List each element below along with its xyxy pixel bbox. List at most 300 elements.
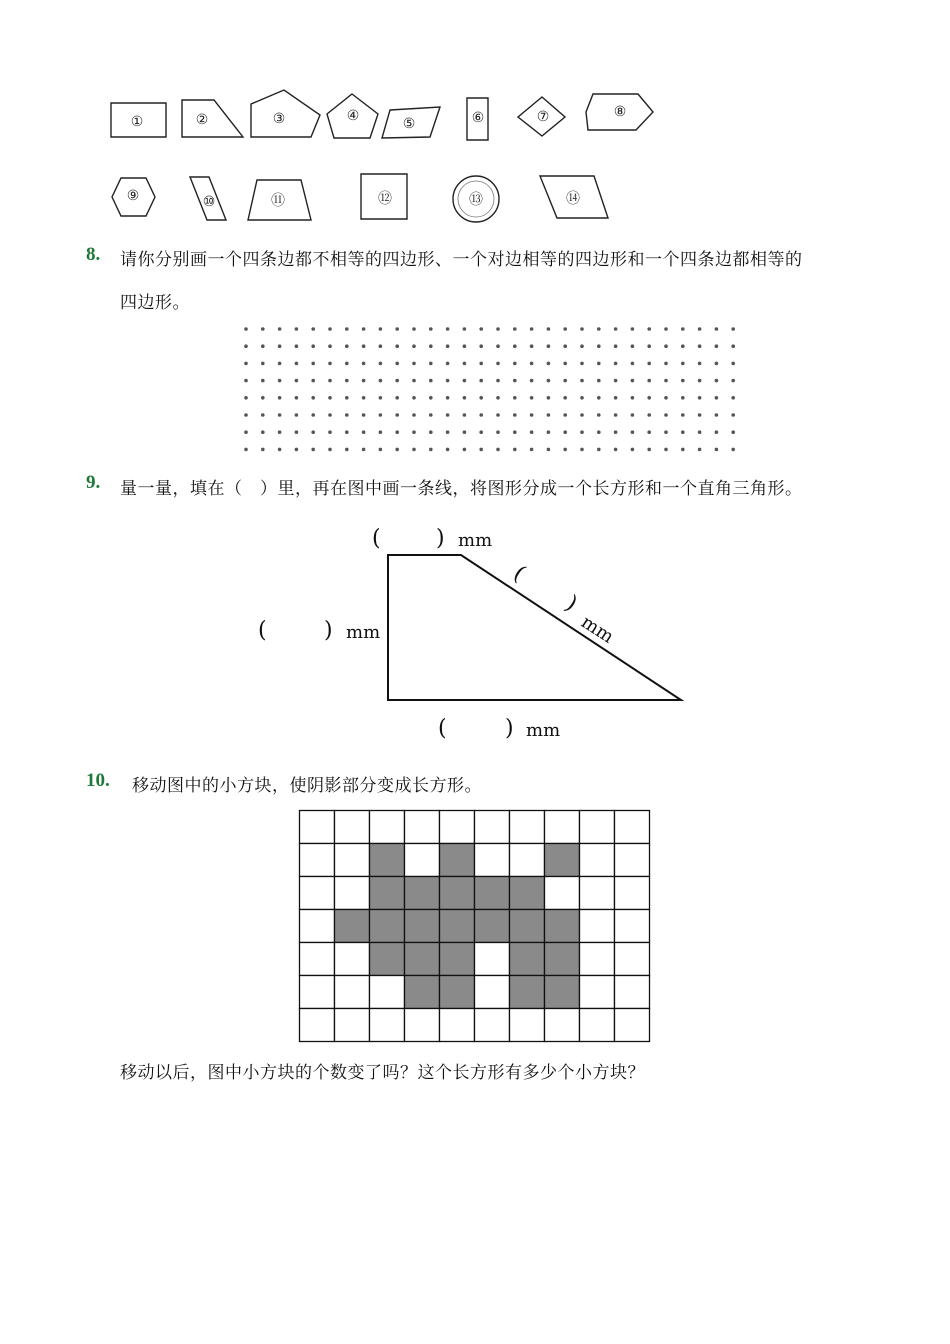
- shaded-cell[interactable]: [405, 943, 440, 976]
- grid-dot: [731, 396, 735, 400]
- left-paren-open[interactable]: (: [258, 618, 267, 643]
- grid-dot: [731, 327, 735, 331]
- grid-dot: [547, 362, 551, 366]
- grid-cell[interactable]: [440, 1009, 475, 1042]
- grid-dot: [295, 396, 299, 400]
- grid-dot: [580, 344, 584, 348]
- grid-cell[interactable]: [615, 976, 650, 1009]
- grid-dot: [698, 362, 702, 366]
- bottom-paren-close[interactable]: ): [505, 716, 514, 741]
- grid-cell[interactable]: [510, 811, 545, 844]
- grid-dot: [496, 430, 500, 434]
- grid-cell[interactable]: [335, 844, 370, 877]
- shaded-cell[interactable]: [405, 877, 440, 910]
- grid-cell[interactable]: [510, 844, 545, 877]
- shaded-cell[interactable]: [475, 877, 510, 910]
- grid-dot: [496, 413, 500, 417]
- grid-dot: [731, 430, 735, 434]
- shape-2: [182, 100, 243, 137]
- shape-label: ④: [346, 108, 360, 124]
- grid-dot: [463, 344, 467, 348]
- grid-dot: [463, 448, 467, 452]
- shaded-cell[interactable]: [370, 877, 405, 910]
- shape-label: ⑦: [536, 109, 550, 125]
- grid-dot: [547, 430, 551, 434]
- grid-dot: [311, 362, 315, 366]
- grid-dot: [244, 430, 248, 434]
- grid-dot: [513, 413, 517, 417]
- shaded-cell[interactable]: [510, 910, 545, 943]
- grid-cell[interactable]: [580, 877, 615, 910]
- grid-dot: [395, 448, 399, 452]
- grid-cell[interactable]: [615, 910, 650, 943]
- grid-dot: [295, 327, 299, 331]
- grid-dot: [597, 344, 601, 348]
- shape-label: ②: [195, 112, 209, 128]
- bottom-paren-open[interactable]: (: [438, 716, 447, 741]
- grid-dot: [614, 362, 618, 366]
- grid-dot: [698, 448, 702, 452]
- grid-dot: [328, 379, 332, 383]
- grid-dot: [379, 430, 383, 434]
- grid-dot: [513, 448, 517, 452]
- shape-label: ⑭: [566, 191, 580, 207]
- grid-dot: [496, 344, 500, 348]
- grid-dot: [463, 362, 467, 366]
- grid-dot: [244, 344, 248, 348]
- shape-label: ⑬: [469, 192, 483, 208]
- grid-dot: [513, 379, 517, 383]
- grid-dot: [731, 344, 735, 348]
- grid-dot: [580, 362, 584, 366]
- grid-dot: [631, 430, 635, 434]
- grid-dot: [362, 362, 366, 366]
- grid-cell[interactable]: [300, 910, 335, 943]
- grid-dot: [664, 379, 668, 383]
- grid-dot: [715, 413, 719, 417]
- grid-dot: [412, 413, 416, 417]
- grid-dot: [446, 430, 450, 434]
- grid-dot: [597, 379, 601, 383]
- question-10-number: 10.: [86, 770, 110, 791]
- grid-dot: [412, 448, 416, 452]
- grid-dot: [530, 396, 534, 400]
- grid-cell[interactable]: [335, 943, 370, 976]
- grid-dot: [530, 413, 534, 417]
- bottom-unit: mm: [526, 720, 561, 741]
- grid-cell[interactable]: [335, 1009, 370, 1042]
- grid-dot: [412, 344, 416, 348]
- grid-dot: [345, 448, 349, 452]
- grid-cell[interactable]: [300, 877, 335, 910]
- grid-dot: [345, 379, 349, 383]
- question-9-text: 量一量，填在（ ）里，再在图中画一条线，将图形分成一个长方形和一个直角三角形。: [120, 479, 803, 499]
- grid-cell[interactable]: [405, 844, 440, 877]
- grid-dot: [295, 379, 299, 383]
- grid-cell[interactable]: [335, 976, 370, 1009]
- grid-cell[interactable]: [545, 811, 580, 844]
- grid-dot: [412, 396, 416, 400]
- grid-dot: [614, 396, 618, 400]
- grid-dot: [278, 413, 282, 417]
- grid-dot: [479, 379, 483, 383]
- grid-dot: [547, 327, 551, 331]
- grid-dot: [328, 413, 332, 417]
- grid-dot: [715, 379, 719, 383]
- left-paren-close[interactable]: ): [324, 618, 333, 643]
- grid-dot: [715, 344, 719, 348]
- grid-dot: [379, 344, 383, 348]
- grid-dot: [496, 396, 500, 400]
- shape-label: ⑤: [402, 116, 416, 132]
- grid-dot: [295, 344, 299, 348]
- grid-dot: [379, 448, 383, 452]
- grid-dot: [698, 344, 702, 348]
- grid-dot: [547, 396, 551, 400]
- grid-cell[interactable]: [545, 1009, 580, 1042]
- grid-dot: [496, 379, 500, 383]
- grid-dot: [362, 344, 366, 348]
- grid-cell[interactable]: [580, 1009, 615, 1042]
- grid-dot: [261, 396, 265, 400]
- grid-dot: [563, 448, 567, 452]
- grid-dot: [731, 379, 735, 383]
- grid-dot: [664, 448, 668, 452]
- grid-dot: [328, 362, 332, 366]
- shaded-cell[interactable]: [510, 877, 545, 910]
- grid-dot: [362, 379, 366, 383]
- grid-dot: [530, 448, 534, 452]
- shaded-cell[interactable]: [545, 976, 580, 1009]
- grid-dot: [715, 362, 719, 366]
- grid-cell[interactable]: [580, 811, 615, 844]
- trapezoid-figure: [240, 515, 710, 750]
- grid-dot: [395, 362, 399, 366]
- grid-cell[interactable]: [475, 976, 510, 1009]
- grid-cell[interactable]: [615, 877, 650, 910]
- grid-dot: [295, 362, 299, 366]
- grid-dot: [244, 327, 248, 331]
- grid-dot: [631, 413, 635, 417]
- grid-dot: [261, 327, 265, 331]
- grid-dot: [597, 396, 601, 400]
- grid-cell[interactable]: [405, 811, 440, 844]
- shaded-cell[interactable]: [370, 910, 405, 943]
- grid-dot: [429, 327, 433, 331]
- grid-dot: [463, 379, 467, 383]
- grid-dot: [563, 344, 567, 348]
- shape-label: ⑫: [378, 191, 392, 207]
- grid-dot: [345, 327, 349, 331]
- grid-cell[interactable]: [300, 1009, 335, 1042]
- grid-dot: [395, 396, 399, 400]
- grid-dot: [563, 327, 567, 331]
- shape-label: ⑥: [471, 110, 485, 126]
- grid-dot: [681, 413, 685, 417]
- shaded-cell[interactable]: [510, 943, 545, 976]
- grid-dot: [362, 430, 366, 434]
- grid-dot: [362, 396, 366, 400]
- grid-dot: [664, 362, 668, 366]
- grid-dot: [261, 344, 265, 348]
- right-trapezoid: [388, 555, 681, 700]
- grid-cell[interactable]: [300, 943, 335, 976]
- grid-dot: [647, 379, 651, 383]
- grid-dot: [345, 430, 349, 434]
- grid-cell[interactable]: [370, 976, 405, 1009]
- grid-dot: [530, 344, 534, 348]
- grid-dot: [496, 362, 500, 366]
- grid-dot: [463, 413, 467, 417]
- grid-dot: [328, 344, 332, 348]
- grid-dot: [395, 413, 399, 417]
- grid-cell[interactable]: [335, 811, 370, 844]
- question-8-number: 8.: [86, 244, 101, 265]
- grid-dot: [261, 430, 265, 434]
- grid-dot: [278, 344, 282, 348]
- grid-dot: [429, 430, 433, 434]
- grid-dot: [278, 430, 282, 434]
- grid-dot: [647, 344, 651, 348]
- shaded-cell[interactable]: [440, 844, 475, 877]
- grid-dot: [698, 396, 702, 400]
- dot-grid[interactable]: [240, 322, 740, 457]
- grid-dot: [647, 362, 651, 366]
- shaded-cell[interactable]: [545, 844, 580, 877]
- grid-dot: [311, 413, 315, 417]
- grid-dot: [664, 430, 668, 434]
- grid-cell[interactable]: [580, 943, 615, 976]
- grid-dot: [614, 327, 618, 331]
- grid-dot: [479, 362, 483, 366]
- shaded-cell[interactable]: [440, 976, 475, 1009]
- slant-paren-open[interactable]: (: [508, 561, 530, 587]
- grid-dot: [345, 344, 349, 348]
- grid-dot: [496, 448, 500, 452]
- grid-dot: [278, 379, 282, 383]
- slant-paren-close[interactable]: ): [560, 591, 582, 617]
- grid-dot: [597, 413, 601, 417]
- grid-cell[interactable]: [580, 976, 615, 1009]
- grid-dot: [496, 327, 500, 331]
- grid-dot: [664, 396, 668, 400]
- grid-dot: [547, 344, 551, 348]
- grid-dot: [311, 327, 315, 331]
- grid-dot: [647, 413, 651, 417]
- grid-dot: [328, 430, 332, 434]
- grid-cell[interactable]: [300, 976, 335, 1009]
- grid-dot: [614, 413, 618, 417]
- shape-label: ③: [272, 111, 286, 127]
- grid-dot: [547, 413, 551, 417]
- grid-cell[interactable]: [440, 811, 475, 844]
- grid-cell[interactable]: [300, 844, 335, 877]
- grid-dot: [395, 327, 399, 331]
- shape-3: [251, 90, 320, 137]
- grid-dot: [345, 362, 349, 366]
- grid-dot: [664, 327, 668, 331]
- shaded-cell[interactable]: [475, 910, 510, 943]
- grid-dot: [295, 413, 299, 417]
- grid-dot: [311, 379, 315, 383]
- grid-dot: [631, 327, 635, 331]
- grid-dot: [580, 379, 584, 383]
- grid-dot: [446, 396, 450, 400]
- grid-dot: [513, 327, 517, 331]
- grid-dot: [295, 448, 299, 452]
- grid-dot: [311, 396, 315, 400]
- question-9-number: 9.: [86, 472, 101, 493]
- grid-dot: [311, 448, 315, 452]
- grid-dot: [395, 379, 399, 383]
- grid-dot: [530, 430, 534, 434]
- grid-dot: [328, 327, 332, 331]
- grid-dot: [647, 327, 651, 331]
- grid-dot: [513, 344, 517, 348]
- grid-dot: [681, 379, 685, 383]
- shaded-cell[interactable]: [440, 877, 475, 910]
- grid-dot: [295, 430, 299, 434]
- grid-dot: [446, 362, 450, 366]
- grid-dot: [345, 396, 349, 400]
- grid-dot: [715, 327, 719, 331]
- grid-dot: [597, 430, 601, 434]
- grid-dot: [563, 430, 567, 434]
- grid-dot: [479, 448, 483, 452]
- shaded-cell[interactable]: [335, 910, 370, 943]
- shaded-cell[interactable]: [405, 910, 440, 943]
- grid-dot: [429, 344, 433, 348]
- grid-dot: [731, 362, 735, 366]
- grid-dot: [328, 448, 332, 452]
- grid-dot: [362, 413, 366, 417]
- shaded-cell[interactable]: [545, 910, 580, 943]
- grid-dot: [530, 362, 534, 366]
- block-grid[interactable]: [298, 809, 652, 1045]
- grid-dot: [479, 430, 483, 434]
- grid-cell[interactable]: [615, 844, 650, 877]
- grid-dot: [278, 362, 282, 366]
- grid-cell[interactable]: [405, 1009, 440, 1042]
- grid-cell[interactable]: [475, 844, 510, 877]
- grid-cell[interactable]: [615, 811, 650, 844]
- grid-dot: [446, 413, 450, 417]
- grid-cell[interactable]: [510, 1009, 545, 1042]
- grid-dot: [244, 448, 248, 452]
- grid-dot: [614, 344, 618, 348]
- shape-label: ⑨: [126, 188, 140, 204]
- grid-dot: [715, 430, 719, 434]
- grid-dot: [631, 344, 635, 348]
- grid-dot: [429, 362, 433, 366]
- grid-dot: [311, 430, 315, 434]
- grid-cell[interactable]: [335, 877, 370, 910]
- grid-dot: [530, 379, 534, 383]
- grid-dot: [513, 430, 517, 434]
- grid-dot: [479, 396, 483, 400]
- grid-dot: [261, 413, 265, 417]
- grid-dot: [412, 379, 416, 383]
- grid-dot: [446, 327, 450, 331]
- grid-dot: [631, 448, 635, 452]
- shaded-cell[interactable]: [370, 844, 405, 877]
- grid-dot: [244, 413, 248, 417]
- grid-dot: [681, 344, 685, 348]
- grid-dot: [563, 396, 567, 400]
- grid-cell[interactable]: [615, 1009, 650, 1042]
- grid-dot: [362, 448, 366, 452]
- grid-dot: [463, 430, 467, 434]
- top-paren-open[interactable]: (: [372, 526, 381, 551]
- grid-dot: [278, 448, 282, 452]
- grid-dot: [664, 413, 668, 417]
- grid-dot: [614, 379, 618, 383]
- grid-dot: [614, 448, 618, 452]
- grid-dot: [580, 396, 584, 400]
- shaded-cell[interactable]: [510, 976, 545, 1009]
- grid-cell[interactable]: [580, 844, 615, 877]
- shape-label: ①: [130, 114, 144, 130]
- grid-dot: [244, 379, 248, 383]
- grid-dot: [429, 413, 433, 417]
- grid-cell[interactable]: [615, 943, 650, 976]
- slant-unit: mm: [577, 611, 618, 648]
- grid-cell[interactable]: [475, 943, 510, 976]
- shaded-cell[interactable]: [545, 943, 580, 976]
- grid-cell[interactable]: [475, 1009, 510, 1042]
- grid-dot: [395, 344, 399, 348]
- grid-dot: [379, 396, 383, 400]
- grid-dot: [513, 396, 517, 400]
- shaded-cell[interactable]: [440, 910, 475, 943]
- grid-dot: [429, 448, 433, 452]
- grid-dot: [563, 362, 567, 366]
- question-8-text-line1: 请你分别画一个四条边都不相等的四边形、一个对边相等的四边形和一个四条边都相等的: [120, 250, 803, 270]
- grid-cell[interactable]: [300, 811, 335, 844]
- shaded-cell[interactable]: [405, 976, 440, 1009]
- question-10-text: 移动图中的小方块，使阴影部分变成长方形。: [132, 776, 482, 796]
- grid-dot: [647, 448, 651, 452]
- grid-dot: [395, 430, 399, 434]
- grid-dot: [597, 448, 601, 452]
- grid-cell[interactable]: [580, 910, 615, 943]
- grid-dot: [731, 448, 735, 452]
- grid-cell[interactable]: [475, 811, 510, 844]
- grid-cell[interactable]: [370, 811, 405, 844]
- grid-dot: [647, 396, 651, 400]
- grid-cell[interactable]: [545, 877, 580, 910]
- shape-label: ⑩: [202, 194, 216, 210]
- grid-dot: [631, 379, 635, 383]
- grid-dot: [715, 396, 719, 400]
- grid-dot: [731, 413, 735, 417]
- grid-dot: [547, 379, 551, 383]
- grid-dot: [580, 448, 584, 452]
- grid-dot: [530, 327, 534, 331]
- shaded-cell[interactable]: [440, 943, 475, 976]
- grid-dot: [698, 327, 702, 331]
- grid-cell[interactable]: [370, 1009, 405, 1042]
- shaded-cell[interactable]: [370, 943, 405, 976]
- grid-dot: [379, 413, 383, 417]
- grid-dot: [345, 413, 349, 417]
- top-paren-close[interactable]: ): [436, 526, 445, 551]
- grid-dot: [244, 396, 248, 400]
- grid-dot: [479, 344, 483, 348]
- grid-dot: [261, 362, 265, 366]
- grid-dot: [631, 362, 635, 366]
- grid-dot: [580, 327, 584, 331]
